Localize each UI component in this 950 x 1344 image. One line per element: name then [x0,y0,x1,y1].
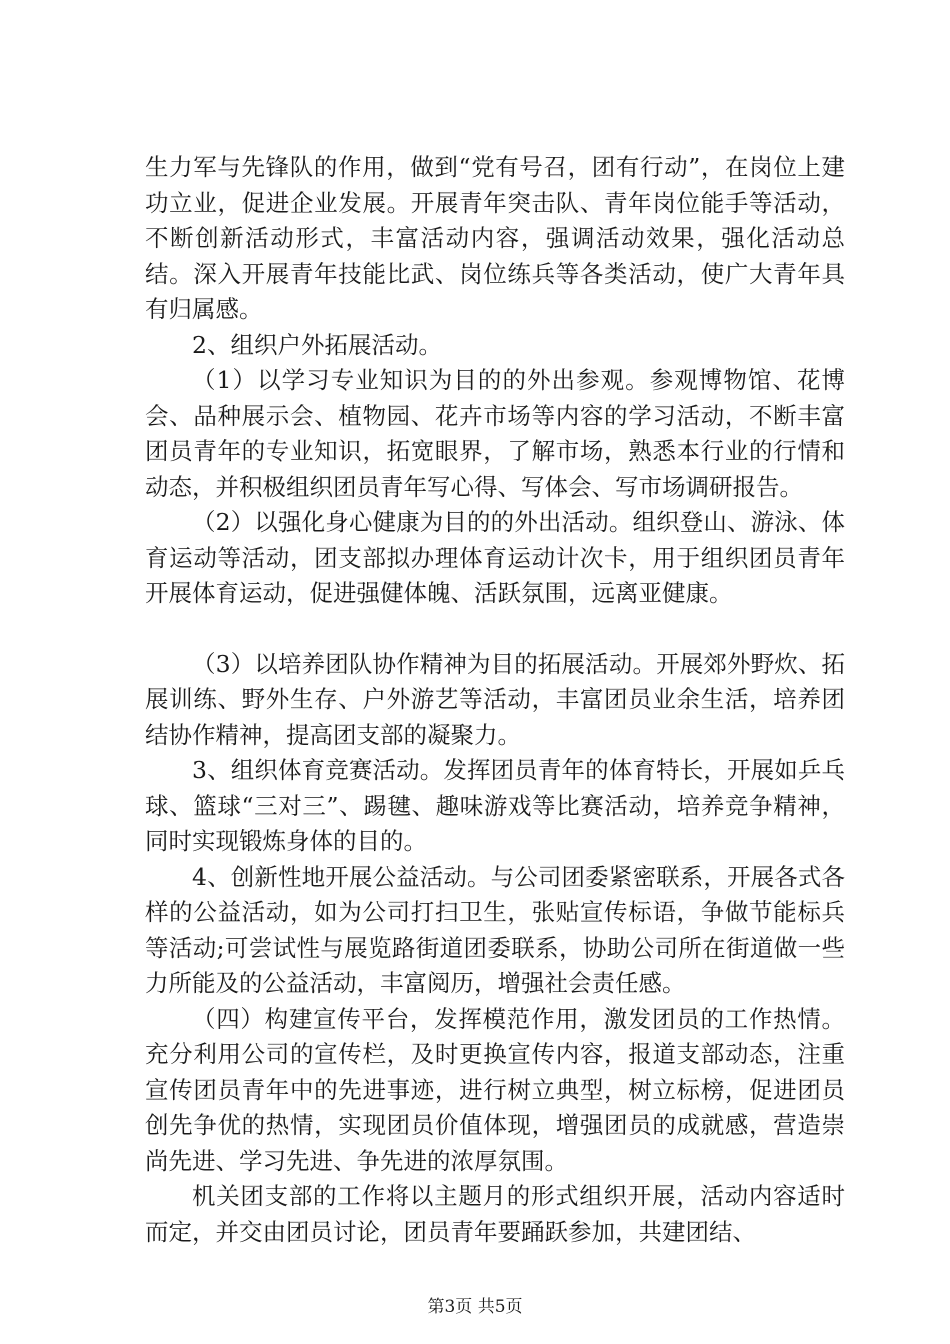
paragraph-8: （四）构建宣传平台，发挥模范作用，激发团员的工作热情。充分利用公司的宣传栏，及时更换宣传内容，报道支部动态，注重宣传团员青年中的先进事迹，进行树立典型，树立标榜，促进团员创先争优的热情，实现团员价值体现，增强团员的成就感，营造崇尚先进、学习先进、争先进的浓厚氛围。 [145,1004,845,1175]
paragraph-7: 4、创新性地开展公益活动。与公司团委紧密联系，开展各式各样的公益活动，如为公司打扫卫生，张贴宣传标语，争做节能标兵等活动;可尝试性与展览路街道团委联系，协助公司所在街道做一些力所能及的公益活动，丰富阅历，增强社会责任感。 [145,862,845,997]
paragraph-5: （3）以培养团队协作精神为目的拓展活动。开展郊外野炊、拓展训练、野外生存、户外游艺等活动，丰富团员业余生活，培养团结协作精神，提高团支部的凝聚力。 [145,649,845,749]
paragraph-4: （2）以强化身心健康为目的的外出活动。组织登山、游泳、体育运动等活动，团支部拟办理体育运动计次卡，用于组织团员青年开展体育运动，促进强健体魄、活跃氛围，远离亚健康。 [145,508,845,607]
paragraph-3: （1）以学习专业知识为目的的外出参观。参观博物馆、花博会、品种展示会、植物园、花卉市场等内容的学习活动，不断丰富团员青年的专业知识，拓宽眼界，了解市场，熟悉本行业的行情和动态，并积极组织团员青年写心得、写体会、写市场调研报告。 [145,366,845,501]
page-number-label: 第3页 共5页 [427,1297,523,1317]
paragraph-2: 2、组织户外拓展活动。 [192,330,442,359]
document-body [145,150,845,1250]
paragraph-9: 机关团支部的工作将以主题月的形式组织开展，活动内容适时而定，并交由团员讨论，团员青年要踊跃参加，共建团结、 [145,1182,845,1246]
paragraph-1: 生力军与先锋队的作用，做到“党有号召，团有行动”，在岗位上建功立业，促进企业发展。开展青年突击队、青年岗位能手等活动，不断创新活动形式，丰富活动内容，强调活动效果，强化活动总结。深入开展青年技能比武、岗位练兵等各类活动，使广大青年具有归属感。 [145,153,845,323]
paragraph-6: 3、组织体育竞赛活动。发挥团员青年的体育特长，开展如乒乓球、篮球“三对三”、踢毽、趣味游戏等比赛活动，培养竞争精神，同时实现锻炼身体的目的。 [145,756,845,855]
paragraph-gap [145,612,845,647]
page-footer [0,1296,950,1318]
